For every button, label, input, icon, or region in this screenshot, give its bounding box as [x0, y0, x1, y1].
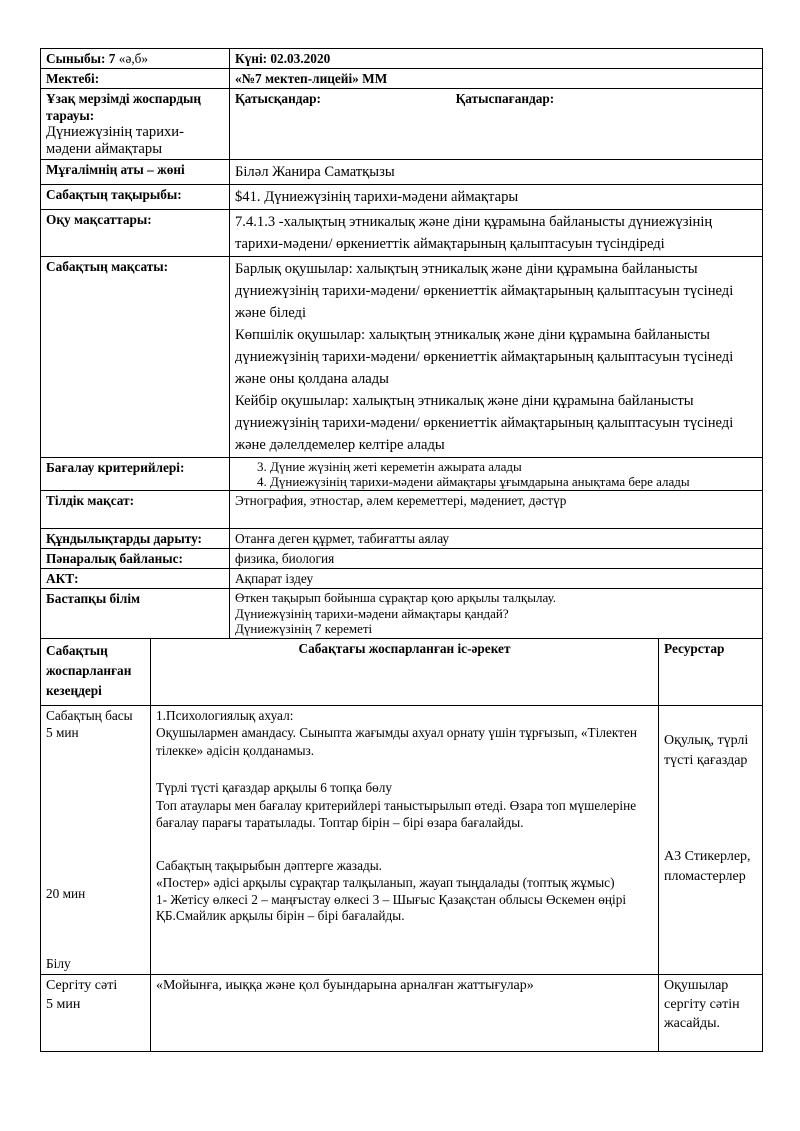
ict-value: Ақпарат іздеу: [230, 569, 763, 589]
values-row: [41, 529, 763, 549]
activity-line: Топ атаулары мен бағалау критерийлері таныстырылып өтеді. Өзара топ мүшелеріне бағалау парағы таратылады. Топтар бірін – бірі өзара бағалайды.: [156, 797, 637, 830]
topic-row: [41, 185, 763, 210]
criteria-label: Бағалау критерийлері:: [41, 458, 230, 491]
teacher-label: Мұғалімнің аты – жөні: [41, 160, 230, 185]
stage-cell: [41, 705, 151, 974]
ict-row: [41, 569, 763, 589]
lesson-plan: [40, 48, 762, 1052]
cross-row: [41, 549, 763, 569]
stages-header-row: [41, 638, 763, 705]
class-cell: [41, 49, 230, 69]
prior-line: Дүниежүзінің тарихи-мәдени аймақтары қандай?: [235, 605, 509, 621]
prior-line: Дүниежүзінің 7 кереметі: [235, 621, 373, 636]
prior-label: Бастапқы білім: [41, 589, 230, 639]
col-stage-header: Сабақтың жоспарланған кезеңдері: [41, 638, 151, 705]
school-label: Мектебі:: [41, 69, 230, 89]
stage-cell: [41, 974, 151, 1051]
plan-cell: [41, 89, 230, 160]
prior-line: Өткен тақырып бойынша сұрақтар қою арқылы талқылау.: [235, 590, 557, 605]
goals-row: [41, 257, 763, 458]
class-label: Сыныбы: 7: [46, 51, 116, 66]
topic-label: Сабақтың тақырыбы:: [41, 185, 230, 210]
activity-line: 1- Жетісу өлкесі 2 – маңғыстау өлкесі 3 – Шығыс Қазақстан облысы Өскемен өңірі: [156, 891, 627, 907]
criteria-list: [235, 459, 757, 489]
goals-some: Кейбір оқушылар: халықтың этникалық және діни құрамына байланысты дүниежүзінің тарихи-мәдени/ өркениеттік аймақтарының қалыптасуын түсінеді және дәлелдемелер келтіре алады: [235, 393, 734, 453]
criteria-cell: [230, 458, 763, 491]
class-value: «ә,б»: [118, 51, 149, 66]
activity-line: ҚБ.Смайлик арқылы бірін – бірі бағалайды.: [156, 908, 405, 923]
language-row: [41, 491, 763, 529]
lang-label: Тілдік мақсат:: [41, 491, 230, 529]
values-value: Отанға деген құрмет, табиғатты аялау: [230, 529, 763, 549]
col-resources-header: Ресурстар: [659, 638, 763, 705]
resources-text: Оқулық, түрлі түсті қағаздар: [664, 732, 749, 768]
plan-label: Ұзақ мерзімді жоспардың тарауы:: [46, 91, 202, 123]
activity-line: Түрлі түсті қағаздар арқылы 6 топқа бөлу: [156, 780, 393, 795]
stages-table: [40, 638, 763, 1052]
activity-line: 1.Психологиялық ахуал:: [156, 707, 294, 723]
teacher-value: Біләл Жанира Саматқызы: [230, 160, 763, 185]
topic-value: $41. Дүниежүзінің тарихи-мәдени аймақтары: [230, 185, 763, 210]
stage-time: 5 мин: [46, 996, 81, 1012]
stage-level: Білу: [46, 956, 71, 971]
stage-name: Сабақтың басы: [46, 707, 133, 723]
plan-value: Дүниежүзінің тарихи-мәдени аймақтары: [46, 124, 184, 157]
present-label: Қатысқандар:: [235, 91, 321, 106]
lesson-header-table: [40, 48, 763, 639]
stage-row-start: [41, 705, 763, 974]
criteria-item: 4. Дүниежүзінің тарихи-мәдени аймақтары ұғымдарына анықтама бере алады: [270, 474, 757, 489]
objectives-value: 7.4.1.3 -халықтың этникалық және діни құрамына байланысты дүниежүзінің тарихи-мәдени/ өркениеттік аймақтарының қалыптасуын түсіндіреді: [230, 210, 763, 257]
school-row: [41, 69, 763, 89]
activity-cell: «Мойынға, иыққа және қол буындарына арналған жаттығулар»: [151, 974, 659, 1051]
stage-time: 20 мин: [46, 885, 86, 901]
school-value: «№7 мектеп-лицейі» ММ: [230, 69, 763, 89]
attendance-cell: [230, 89, 763, 160]
stage-row-break: [41, 974, 763, 1051]
goals-cell: [230, 257, 763, 458]
resources-text: А3 Стикерлер, пломастерлер: [664, 848, 751, 884]
goals-most: Көпшілік оқушылар: халықтың этникалық және діни құрамына байланысты дүниежүзінің тарихи-мәдени/ өркениеттік аймақтарының қалыптасуын түсінеді және оны қолдана алады: [235, 327, 734, 387]
values-label: Құндылықтарды дарыту:: [41, 529, 230, 549]
criteria-item: 3. Дүние жүзінің жеті кереметін ажырата алады: [270, 459, 757, 474]
absent-label: Қатыспағандар:: [455, 91, 555, 106]
stage-name: Сергіту сәті: [46, 977, 118, 993]
date-value: 02.03.2020: [270, 51, 331, 66]
resources-text: Оқушылар сергіту сәтін жасайды.: [659, 974, 763, 1051]
stage-time: 5 мин: [46, 725, 79, 740]
plan-row: [41, 89, 763, 160]
goals-label: Сабақтың мақсаты:: [41, 257, 230, 458]
objectives-label: Оқу мақсаттары:: [41, 210, 230, 257]
activity-cell: [151, 705, 659, 974]
goals-all: Барлық оқушылар: халықтың этникалық және діни құрамына байланысты дүниежүзінің тарихи-мәдени/ өркениеттік аймақтарының қалыптасуын түсінеді және біледі: [235, 261, 734, 321]
activity-line: «Постер» әдісі арқылы сұрақтар талқыланып, жауап тыңдалады (топтық жұмыс): [156, 875, 615, 890]
class-date-row: [41, 49, 763, 69]
criteria-row: [41, 458, 763, 491]
activity-line: Оқушылармен амандасу. Сыныпта жағымды ахуал орнату үшін тұрғызып, «Тілектен тілекке» әдісін қолданамыз.: [156, 725, 637, 758]
date-cell: [230, 49, 763, 69]
cross-label: Пәнаралық байланыс:: [41, 549, 230, 569]
ict-label: АКТ:: [41, 569, 230, 589]
activity-line: Сабақтың тақырыбын дәптерге жазады.: [156, 857, 382, 873]
resources-cell: [659, 705, 763, 974]
col-activity-header: Сабақтағы жоспарланған іс-әрекет: [151, 638, 659, 705]
objectives-row: [41, 210, 763, 257]
teacher-row: [41, 160, 763, 185]
prior-row: [41, 589, 763, 639]
cross-value: физика, биология: [230, 549, 763, 569]
prior-cell: [230, 589, 763, 639]
lang-value: Этнография, этностар, әлем кереметтері, мәдениет, дәстүр: [230, 491, 763, 529]
date-label: Күні:: [235, 51, 268, 66]
